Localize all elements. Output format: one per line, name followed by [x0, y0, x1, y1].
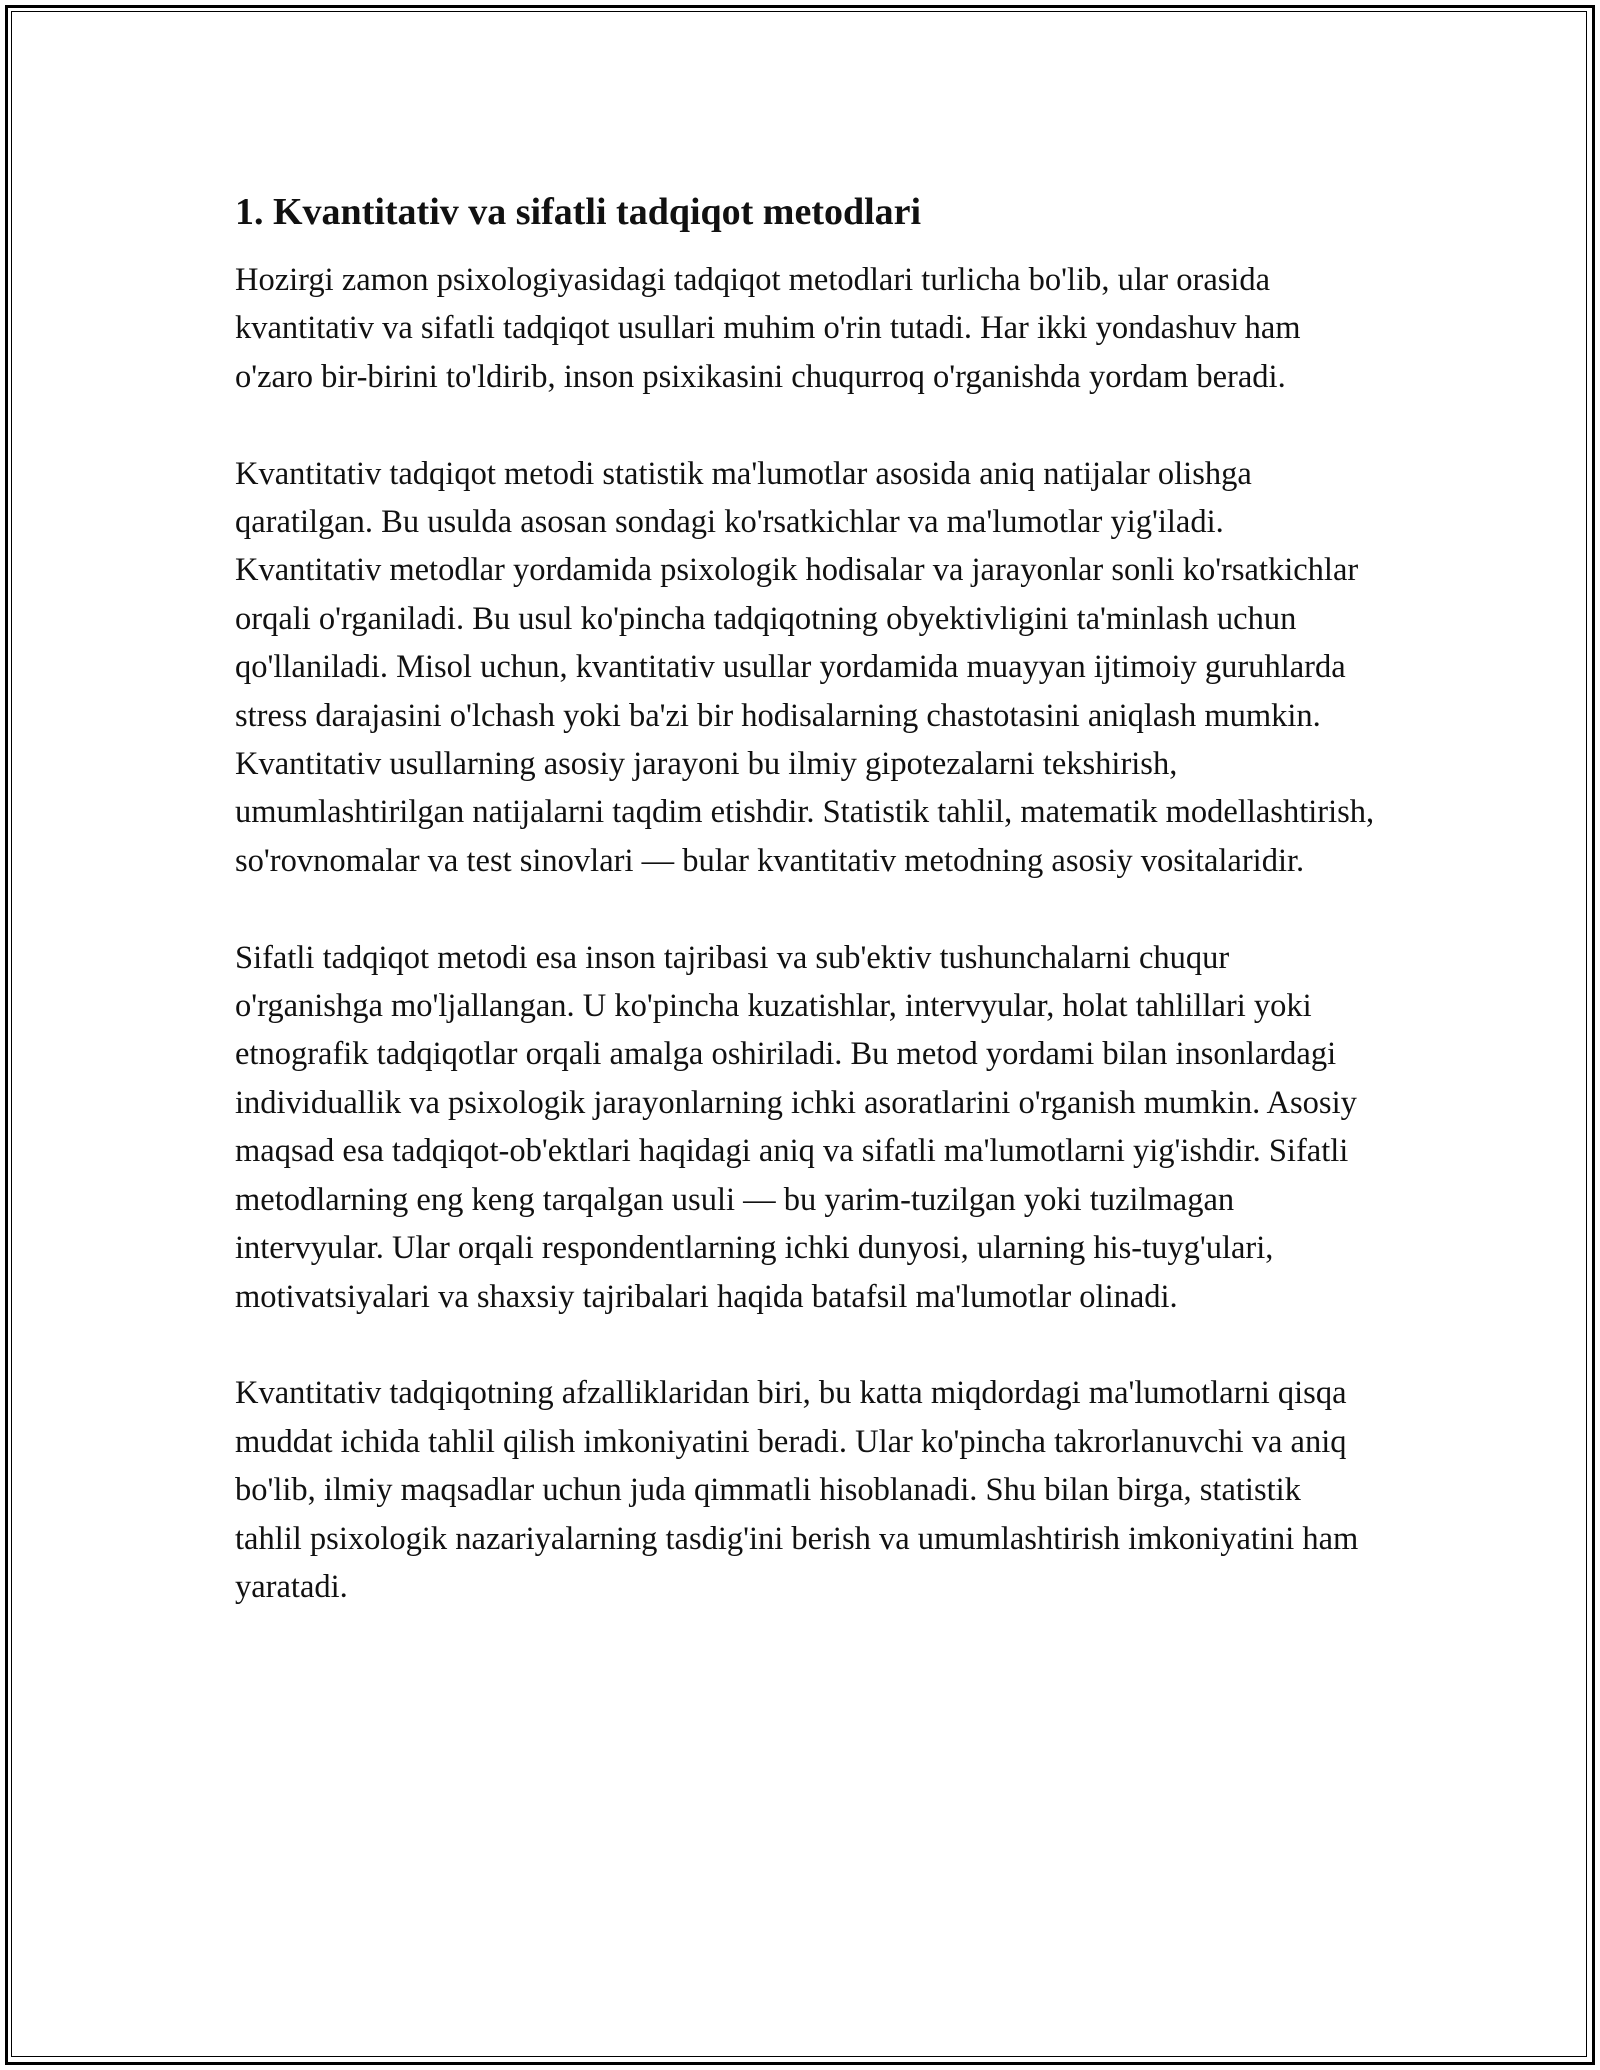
- paragraph-quantitative: Kvantitativ tadqiqot metodi statistik ma'lumotlar asosida aniq natijalar olishga qaratilgan. Bu usulda asosan sondagi ko'rsatkichlar va ma'lumotlar yig'iladi. Kvantitativ metodlar yordamida psixologik hodisalar va jarayonlar sonli ko'rsatkichlar orqali o'rganiladi. Bu usul ko'pincha tadqiqotning obyektivligini ta'minlash uchun qo'llaniladi. Misol uchun, kvantitativ usullar yordamida muayyan ijtimoiy guruhlarda stress darajasini o'lchash yoki ba'zi bir hodisalarning chastotasini aniqlash mumkin. Kvantitativ usullarning asosiy jarayoni bu ilmiy gipotezalarni tekshirish, umumlashtirilgan natijalarni taqdim etishdir. Statistik tahlil, matematik modellashtirish, so'rovnomalar va test sinovlari — bular kvantitativ metodning asosiy vositalaridir.: [235, 455, 1375, 879]
- section-heading: 1. Kvantitativ va sifatli tadqiqot metodlari: [235, 191, 922, 233]
- paragraph-intro: Hozirgi zamon psixologiyasidagi tadqiqot metodlari turlicha bo'lib, ular orasida kvantitativ va sifatli tadqiqot usullari muhim o'rin tutadi. Har ikki yondashuv ham o'zaro bir-birini to'ldirib, inson psixikasini chuqurroq o'rganishda yordam beradi.: [235, 262, 1301, 395]
- paragraph-qualitative: Sifatli tadqiqot metodi esa inson tajribasi va sub'ektiv tushunchalarni chuqur o'rganishga mo'ljallangan. U ko'pincha kuzatishlar, intervyular, holat tahlillari yoki etnografik tadqiqotlar orqali amalga oshiriladi. Bu metod yordami bilan insonlardagi individuallik va psixologik jarayonlarning ichki asoratlarini o'rganish mumkin. Asosiy maqsad esa tadqiqot-ob'ektlari haqidagi aniq va sifatli ma'lumotlarni yig'ishdir. Sifatli metodlarning eng keng tarqalgan usuli — bu yarim-tuzilgan yoki tuzilmagan intervyular. Ular orqali respondentlarning ichki dunyosi, ularning his-tuyg'ulari, motivatsiyalari va shaxsiy tajribalari haqida batafsil ma'lumotlar olinadi.: [235, 939, 1357, 1315]
- document-body: [235, 186, 1375, 1660]
- paragraph-advantages: Kvantitativ tadqiqotning afzalliklaridan biri, bu katta miqdordagi ma'lumotlarni qisqa muddat ichida tahlil qilish imkoniyatini beradi. Ular ko'pincha takrorlanuvchi va aniq bo'lib, ilmiy maqsadlar uchun juda qimmatli hisoblanadi. Shu bilan birga, statistik tahlil psixologik nazariyalarning tasdig'ini berish va umumlashtirish imkoniyatini ham yaratadi.: [235, 1375, 1359, 1605]
